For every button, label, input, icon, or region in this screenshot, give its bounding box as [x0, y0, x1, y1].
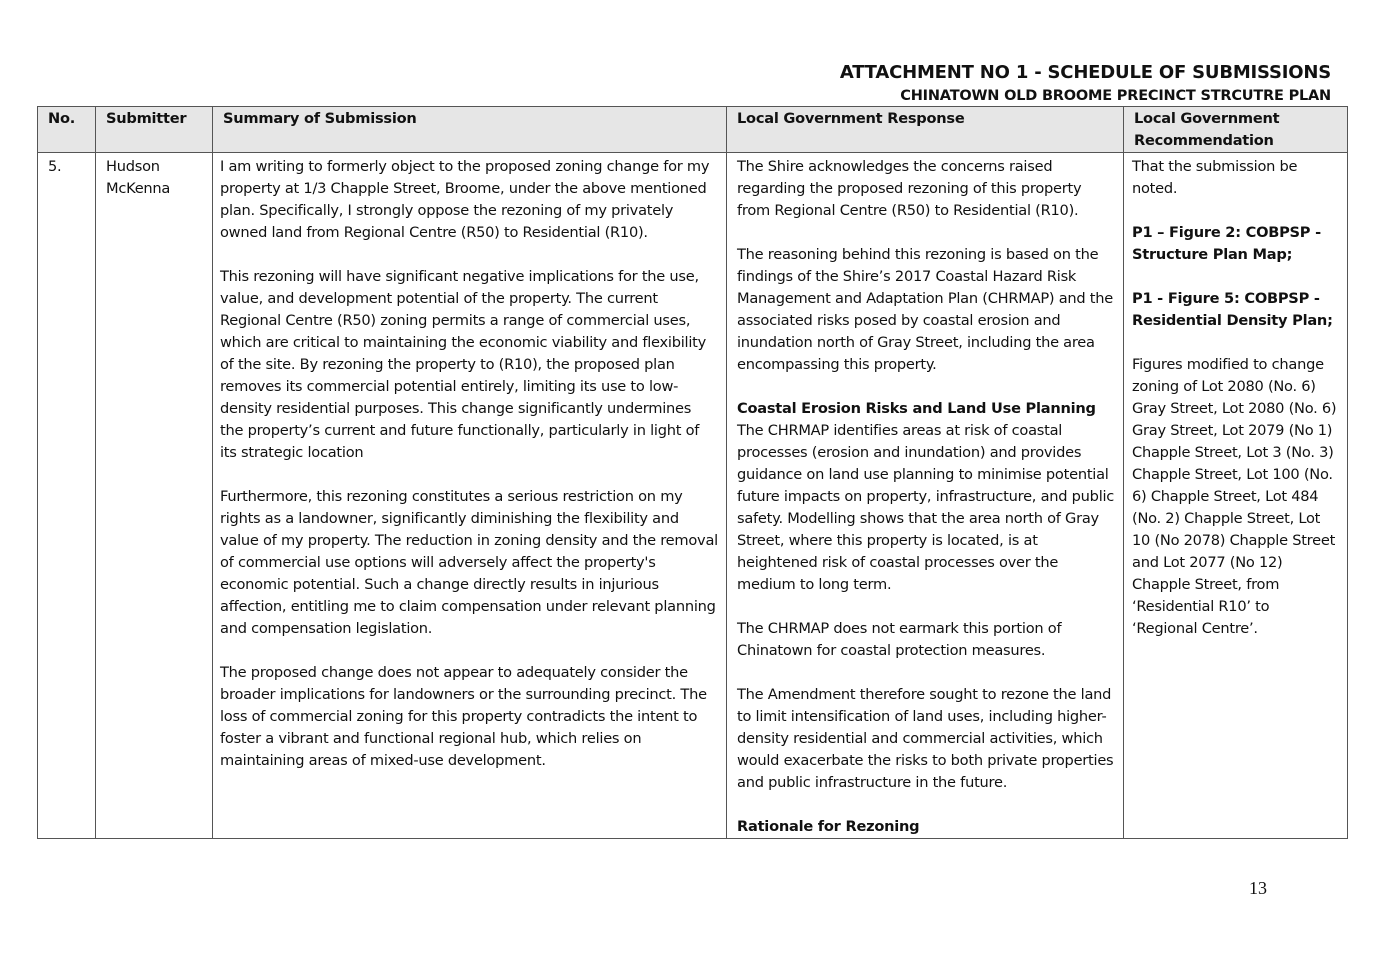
- submission-number: 5.: [38, 153, 96, 839]
- response-paragraph: The reasoning behind this rezoning is based on the findings of the Shire’s 2017 Coastal Hazard Risk Management and Adaptation Plan (CHRMAP) and the associated risks posed by coastal erosion and inundation north of Gray Street, including the area encompassing this property.: [737, 246, 1114, 373]
- column-header-no: No.: [38, 107, 96, 153]
- response-paragraph: The CHRMAP does not earmark this portion of Chinatown for coastal protection measures.: [737, 620, 1062, 659]
- submitter-name: Hudson McKenna: [96, 153, 213, 839]
- page-number: 13: [1249, 878, 1267, 898]
- summary-paragraph: Furthermore, this rezoning constitutes a serious restriction on my rights as a landowner, significantly diminishing the flexibility and value of my property. The reduction in zoning density and the removal of commercial use options will adversely affect the property's economic potential. Such a change directly results in injurious affection, entitling me to claim compensation under relevant planning and compensation legislation.: [220, 488, 718, 637]
- column-header-response: Local Government Response: [727, 107, 1124, 153]
- submissions-table: [37, 106, 1348, 839]
- table-row: [38, 153, 1348, 839]
- response-paragraph: The Amendment therefore sought to rezone the land to limit intensification of land uses, including higher-density residential and commercial activities, which would exacerbate the risks to both private properties and public infrastructure in the future.: [737, 686, 1114, 791]
- summary-paragraph: The proposed change does not appear to adequately consider the broader implications for landowners or the surrounding precinct. The loss of commercial zoning for this property contradicts the intent to foster a vibrant and functional regional hub, which relies on maintaining areas of mixed-use development.: [220, 664, 707, 769]
- document-subtitle: CHINATOWN OLD BROOME PRECINCT STRCUTRE PLAN: [900, 88, 1331, 104]
- response-cell: [727, 153, 1124, 839]
- summary-paragraph: This rezoning will have significant negative implications for the use, value, and development potential of the property. The current Regional Centre (R50) zoning permits a range of commercial uses, which are critical to maintaining the economic viability and flexibility of the site. By rezoning the property to (R10), the proposed plan removes its commercial potential entirely, limiting its use to low- density residential purposes. This change significantly undermines the property’s current and future functionally, particularly in light of its strategic location: [220, 268, 707, 461]
- response-paragraph: The Shire acknowledges the concerns raised regarding the proposed rezoning of this property from Regional Centre (R50) to Residential (R10).: [737, 158, 1082, 219]
- figure-reference: P1 - Figure 5: COBPSP - Residential Density Plan;: [1132, 290, 1333, 329]
- response-paragraph: The CHRMAP identifies areas at risk of coastal processes (erosion and inundation) and provides guidance on land use planning to minimise potential future impacts on property, infrastructure, and public safety. Modelling shows that the area north of Gray Street, where this property is located, is at heightened risk of coastal processes over the medium to long term.: [737, 422, 1115, 593]
- column-header-recommendation: Local Government Recommendation: [1124, 107, 1348, 153]
- recommendation-paragraph: Figures modified to change zoning of Lot 2080 (No. 6) Gray Street, Lot 2080 (No. 6) Gray Street, Lot 2079 (No 1) Chapple Street, Lot 3 (No. 3) Chapple Street, Lot 100 (No. 6) Chapple Street, Lot 484 (No. 2) Chapple Street, Lot 10 (No 2078) Chapple Street and Lot 2077 (No 12) Chapple Street, from ‘Residential R10’ to ‘Regional Centre’.: [1132, 356, 1337, 637]
- figure-reference: P1 – Figure 2: COBPSP - Structure Plan Map;: [1132, 224, 1321, 263]
- response-heading: Rationale for Rezoning: [737, 818, 920, 835]
- document-title: ATTACHMENT NO 1 - SCHEDULE OF SUBMISSIONS: [839, 62, 1331, 83]
- recommendation-paragraph: That the submission be noted.: [1132, 158, 1298, 197]
- response-heading: Coastal Erosion Risks and Land Use Planning: [737, 400, 1096, 417]
- column-header-submitter: Submitter: [96, 107, 213, 153]
- table-header-row: [38, 107, 1348, 153]
- recommendation-cell: [1124, 153, 1348, 839]
- summary-cell: [213, 153, 727, 839]
- column-header-summary: Summary of Submission: [213, 107, 727, 153]
- summary-paragraph: I am writing to formerly object to the proposed zoning change for my property at 1/3 Chapple Street, Broome, under the above mentioned plan. Specifically, I strongly oppose the rezoning of my privately owned land from Regional Centre (R50) to Residential (R10).: [220, 158, 710, 241]
